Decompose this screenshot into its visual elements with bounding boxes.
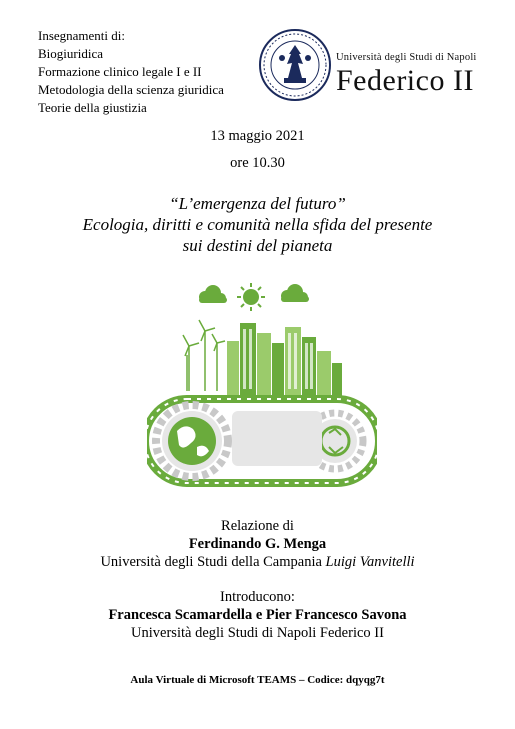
title-line: “L’emergenza del futuro”	[169, 194, 346, 213]
relazione-section	[0, 517, 515, 571]
course-item: Biogiuridica	[38, 46, 103, 61]
university-name: Università degli Studi di Napoli	[336, 52, 477, 63]
virtual-classroom-info: Aula Virtuale di Microsoft TEAMS – Codice: dqyqg7t	[130, 674, 385, 686]
event-title	[0, 193, 515, 256]
affiliation-italic: Luigi Vanvitelli	[325, 554, 415, 570]
course-list-heading: Insegnamenti di:	[38, 28, 126, 43]
university-name-large: Federico II	[336, 64, 474, 97]
course-item: Teorie della giustizia	[38, 100, 147, 115]
intro-affiliation: Università degli Studi di Napoli Federico II	[131, 625, 384, 641]
title-line: Ecologia, diritti e comunità nella sfida del presente	[82, 215, 433, 234]
university-logo	[258, 28, 478, 108]
main-speaker: Ferdinando G. Menga	[188, 536, 327, 552]
relazione-label: Relazione di	[221, 518, 294, 534]
course-item: Formazione clinico legale I e II	[38, 64, 202, 79]
green-city-illustration	[147, 271, 377, 499]
intro-speakers: Francesca Scamardella e Pier Francesco Savona	[108, 607, 407, 623]
course-item: Metodologia della scienza giuridica	[38, 82, 224, 97]
event-date: 13 maggio 2021	[210, 128, 305, 144]
speaker-affiliation	[0, 553, 515, 571]
intro-label: Introducono:	[220, 589, 295, 605]
university-seal-icon	[258, 28, 332, 102]
affiliation-text: Università degli Studi della Campania	[100, 554, 326, 570]
intro-section	[0, 588, 515, 642]
event-time: ore 10.30	[230, 155, 285, 171]
course-list	[38, 27, 224, 117]
title-line: sui destini del pianeta	[182, 236, 333, 255]
